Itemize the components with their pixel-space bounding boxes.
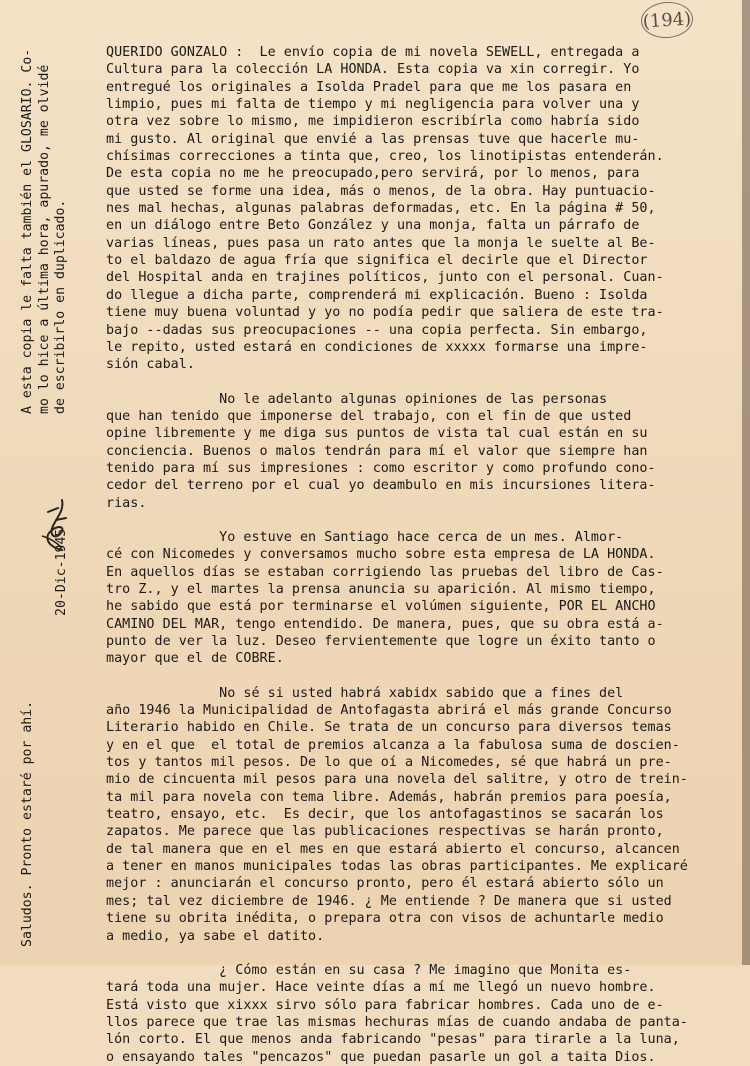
letter-line: zapatos. Me parece que las publicaciones respectivas se harán pronto,	[106, 824, 664, 840]
letter-line: Está visto que xixxx sirvo sólo para fabricar hombres. Cada uno de e-	[106, 997, 664, 1013]
letter-body	[106, 44, 716, 1066]
letter-line: QUERIDO GONZALO : Le envío copia de mi novela SEWELL, entregada a	[106, 45, 640, 60]
letter-line: punto de ver la luz. Deseo fervientemente que logre un éxito tanto o	[106, 634, 656, 649]
letter-line: tará toda una mujer. Hace veinte días a mí me llegó un nuevo hombre.	[106, 980, 656, 996]
letter-line: le repito, usted estará en condiciones de xxxxx formarse una impre-	[106, 339, 648, 355]
closing-note: Saludos. Pronto estaré por ahí.	[20, 700, 35, 947]
letter-line: do llegue a dicha parte, comprenderá mi explicación. Bueno : Isolda	[106, 287, 648, 303]
letter-line: cedor del terreno por el cual yo deambulo en mis incursiones litera-	[106, 478, 656, 494]
letter-line: Literario habido en Chile. Se trata de un concurso para diversos temas	[106, 720, 672, 736]
letter-line: a medio, ya sabe el datito.	[106, 928, 325, 944]
letter-line: o ensayando tales "pencazos" que puedan pasarle un gol a taita Dios.	[106, 1049, 656, 1065]
letter-line: De esta copia no me he preocupado,pero servirá, por lo menos, para	[106, 166, 640, 182]
letter-line: sión cabal.	[106, 357, 195, 373]
letter-line: rias.	[106, 495, 147, 511]
letter-line: tiene su obrita inédita, o prepara otra con visos de achuntarle medio	[106, 911, 664, 927]
letter-line: entregué los originales a Isolda Pradel para que me los pasara en	[106, 79, 632, 95]
letter-line: y en el que el total de premios alcanza a la fabulosa suma de doscien-	[106, 737, 680, 753]
margin-note	[20, 49, 70, 414]
letter-line: mayor que el de COBRE.	[106, 651, 284, 667]
letter-line: de tal manera que en el mes en que estará abierto el concurso, alcancen	[106, 841, 680, 857]
letter-line: ¿ Cómo están en su casa ? Me imagino que Monita es-	[106, 962, 632, 978]
letter-line: cé con Nicomedes y conversamos mucho sobre esta empresa de LA HONDA.	[106, 547, 656, 563]
letter-line	[106, 374, 716, 391]
letter-date: 20-Dic-1945	[54, 528, 69, 616]
letter-line: tenido para mí sus impresiones : como escritor y como profundo cono-	[106, 460, 656, 476]
margin-note-line: de escribirlo en duplicado.	[53, 199, 68, 414]
letter-line: Cultura para la colección LA HONDA. Esta copia va xin corregir. Yo	[106, 62, 640, 78]
letter-line: ta mil para novela con tema libre. Además, habrán premios para poesía,	[106, 789, 672, 805]
letter-line: to el baldazo de agua fría que significa el decirle que el Director	[106, 253, 648, 269]
letter-line: opine libremente y me diga sus puntos de vista tal cual están en su	[106, 426, 648, 442]
letter-line: nes mal hechas, algunas palabras deformadas, etc. En la página # 50,	[106, 201, 656, 217]
letter-line: mi gusto. Al original que envié a las prensas tuve que hacerle mu-	[106, 131, 640, 147]
letter-line: lón corto. El que menos anda fabricando "pesas" para tirarle a la luna,	[106, 1032, 680, 1048]
letter-line: mio de cincuenta mil pesos para una novela del salitre, y otro de trein-	[106, 772, 688, 788]
letter-line: bajo --dadas sus preocupaciones -- una copia perfecta. Sin embargo,	[106, 322, 648, 338]
letter-line: conciencia. Buenos o malos tendrán para mí el valor que siempre han	[106, 443, 648, 459]
letter-line: a tener en manos municipales todas las obras participantes. Me explicaré	[106, 859, 688, 875]
letter-line: teatro, ensayo, etc. Es decir, que los antofagastinos se sacarán los	[106, 807, 664, 823]
letter-line: varias líneas, pues pasa un rato antes que la monja le suelte al Be-	[106, 235, 656, 251]
letter-line: No le adelanto algunas opiniones de las personas	[106, 391, 608, 407]
margin-note-line: A esta copia le falta también el GLOSARIO. Co-	[20, 48, 35, 414]
letter-line: en un diálogo entre Beto González y una monja, falta un párrafo de	[106, 218, 640, 234]
letter-line: limpio, pues mi falta de tiempo y mi negligencia para volver una y	[106, 97, 640, 113]
letter-line: del Hospital anda en trajines políticos, junto con el personal. Cuan-	[106, 270, 664, 286]
letter-line: CAMINO DEL MAR, tengo entendido. De manera, pues, que su obra está a-	[106, 616, 664, 632]
letter-line: chísimas correcciones a tinta que, creo, los linotipistas entenderán.	[106, 149, 664, 165]
letter-line: mejor : anunciarán el concurso pronto, pero él estará abierto sólo un	[106, 876, 664, 892]
letter-line: año 1946 la Municipalidad de Antofagasta abrirá el más grande Concurso	[106, 703, 672, 719]
letter-line: No sé si usted habrá xabidx sabido que a fines del	[106, 685, 624, 701]
letter-line: tro Z., y el martes la prensa anuncia su aparición. Al mismo tiempo,	[106, 581, 656, 597]
letter-line: que han tenido que imponerse del trabajo, con el fin de que usted	[106, 408, 632, 424]
handwritten-signature	[36, 490, 72, 554]
letter-line	[106, 668, 716, 685]
letter-line	[106, 945, 716, 962]
letter-line: Yo estuve en Santiago hace cerca de un mes. Almor-	[106, 529, 624, 545]
letter-line: otra vez sobre lo mismo, me impidieron escribírla como habría sido	[106, 114, 640, 130]
page-number-stamp: (194)	[640, 0, 694, 40]
letter-line: tos y tantos mil pesos. De lo que oí a Nicomedes, sé que habrá un pre-	[106, 755, 672, 771]
letter-line: que usted se forme una idea, más o menos, de la obra. Hay puntuacio-	[106, 183, 656, 199]
page-edge-shadow	[742, 0, 750, 965]
letter-line	[106, 512, 716, 529]
letter-line: tiene muy buena voluntad y yo no podía pedir que saliera de este tra-	[106, 305, 664, 321]
letter-line: he sabido que está por terminarse el volúmen siguiente, POR EL ANCHO	[106, 599, 656, 615]
letter-line: mes; tal vez diciembre de 1946. ¿ Me entiende ? De manera que si usted	[106, 893, 672, 909]
letter-line: llos parece que trae las mismas hechuras mías de cuando andaba de panta-	[106, 1014, 688, 1030]
letter-line: En aquellos días se estaban corrigiendo las pruebas del libro de Cas-	[106, 564, 664, 580]
margin-note-line: mo lo hice a última hora, apurado, me olvidé	[36, 64, 52, 414]
